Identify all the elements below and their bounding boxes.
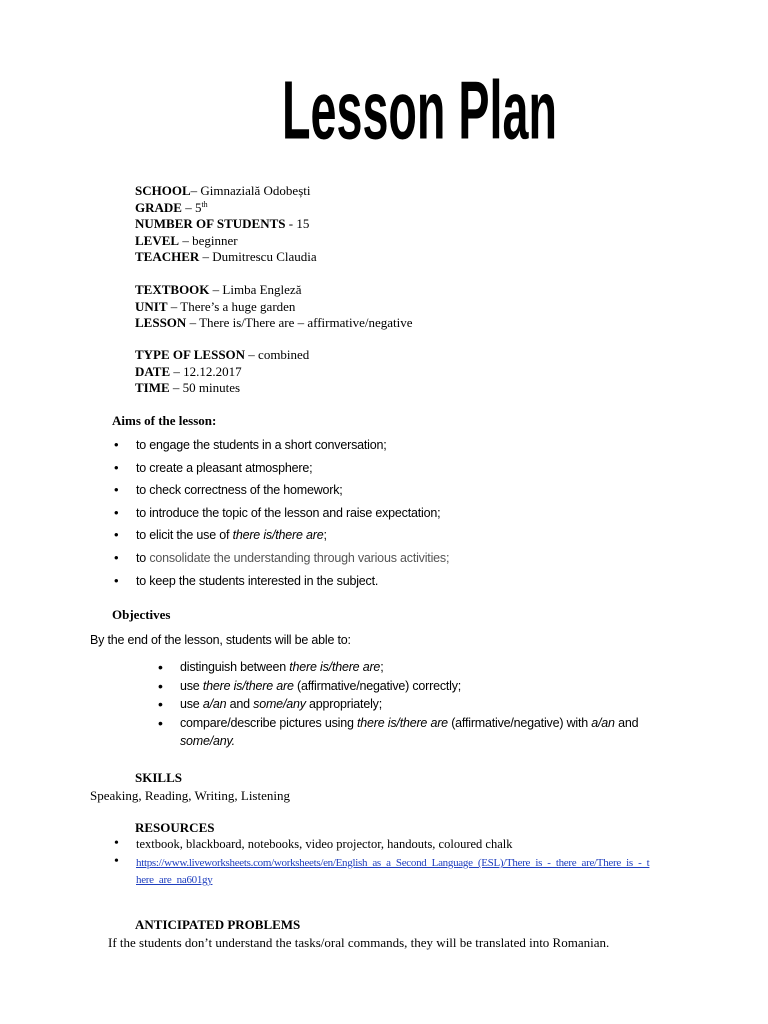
aims-heading: Aims of the lesson: — [112, 413, 217, 428]
type-row: TYPE OF LESSON – combined — [135, 347, 310, 362]
problems-heading: ANTICIPATED PROBLEMS — [135, 917, 301, 932]
list-item: • use there is/there are (affirmative/negative) correctly; — [156, 677, 676, 696]
unit-row: UNIT – There’s a huge garden — [135, 298, 296, 314]
skills-value: Speaking, Reading, Writing, Listening — [90, 788, 290, 803]
skills-heading: SKILLS — [135, 770, 182, 785]
info-block-1 — [135, 183, 317, 266]
objectives-intro: By the end of the lesson, students will be able to: — [90, 633, 351, 647]
list-item: • distinguish between there is/there are; — [156, 658, 676, 677]
objectives-list — [156, 658, 676, 751]
info-block-3 — [135, 347, 309, 397]
list-item: • to create a pleasant atmosphere; — [112, 460, 449, 483]
lesson-row: LESSON – There is/There are – affirmative/negative — [135, 315, 413, 330]
aims-list — [112, 437, 449, 595]
list-item: • to elicit the use of there is/there are; — [112, 527, 449, 550]
info-block-2 — [135, 282, 413, 332]
date-row: DATE – 12.12.2017 — [135, 363, 242, 379]
teacher-row: TEACHER – Dumitrescu Claudia — [135, 249, 317, 264]
title-wordart — [282, 58, 562, 157]
grade-row: GRADE – 5th — [135, 199, 208, 215]
list-item: • to consolidate the understanding through various activities; — [112, 550, 449, 573]
level-row: LEVEL – beginner — [135, 232, 238, 248]
list-item: • to engage the students in a short conversation; — [112, 437, 449, 460]
objectives-heading: Objectives — [112, 607, 171, 622]
school-row: SCHOOL– Gimnazială Odobești — [135, 183, 311, 198]
resources-heading: RESOURCES — [135, 820, 215, 835]
resources-list — [112, 836, 652, 888]
textbook-row: TEXTBOOK – Limba Engleză — [135, 282, 302, 297]
time-row: TIME – 50 minutes — [135, 380, 241, 395]
list-item: • to introduce the topic of the lesson and raise expectation; — [112, 505, 449, 528]
title-text: Lesson Plan — [282, 64, 557, 157]
list-item: • to keep the students interested in the subject. — [112, 573, 449, 596]
lesson-plan-title — [282, 58, 562, 157]
list-item: • compare/describe pictures using there is/there are (affirmative/negative) with a/an and some/any. — [156, 714, 676, 751]
list-item — [112, 854, 652, 888]
problems-value: If the students don’t understand the tasks/oral commands, they will be translated into Romanian. — [108, 935, 610, 950]
list-item: • to check correctness of the homework; — [112, 482, 449, 505]
resource-link[interactable]: https://www.liveworksheets.com/worksheets/en/English_as_a_Second_Language_(ESL)/There_is_-_there_are/There_is_-_there_are_na601gy — [136, 857, 650, 886]
students-row: NUMBER OF STUDENTS - 15 — [135, 216, 310, 231]
list-item: • use a/an and some/any appropriately; — [156, 695, 676, 714]
list-item: • textbook, blackboard, notebooks, video projector, handouts, coloured chalk — [112, 836, 652, 852]
